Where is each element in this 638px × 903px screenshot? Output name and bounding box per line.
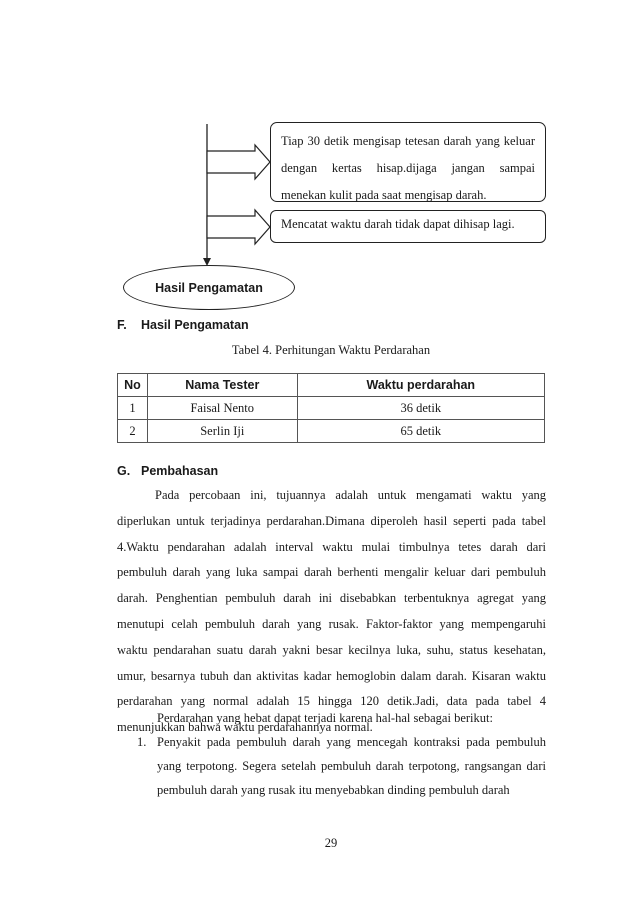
table-header-nama: Nama Tester <box>147 374 297 397</box>
paragraph-perdarahan: Perdarahan yang hebat dapat terjadi karena hal-hal sebagai berikut: <box>157 711 493 725</box>
section-g-letter: G. <box>117 464 131 478</box>
table-row <box>118 397 545 420</box>
flow-step-mengisap <box>270 122 546 202</box>
table-cell-no: 2 <box>118 420 148 443</box>
table-caption: Tabel 4. Perhitungan Waktu Perdarahan <box>231 343 431 357</box>
table-cell-no: 1 <box>118 397 148 420</box>
data-table <box>117 373 545 443</box>
table-header-row <box>118 374 545 397</box>
flow-result-ellipse <box>123 265 295 310</box>
flow-step-mengisap-text: Tiap 30 detik mengisap tetesan darah yang keluar dengan kertas hisap.dijaga jangan sampai menekan kulit pada saat mengisap darah. <box>281 134 535 202</box>
table-header-no: No <box>118 374 148 397</box>
table-header-waktu: Waktu perdarahan <box>297 374 544 397</box>
table-row <box>118 420 545 443</box>
section-g-title: Pembahasan <box>141 464 219 478</box>
table-cell-waktu: 65 detik <box>297 420 544 443</box>
flow-arrow-step2 <box>207 210 270 244</box>
section-heading-g <box>117 464 218 478</box>
table-cell-nama: Faisal Nento <box>147 397 297 420</box>
section-f-title: Hasil Pengamatan <box>141 318 249 332</box>
list-item-text: Penyakit pada pembuluh darah yang mencegah kontraksi pada pembuluh yang terpotong. Segera setelah pembuluh darah terpotong, rangsangan dari pembuluh darah yang rusak itu menyebabkan dinding pembuluh darah <box>157 735 546 797</box>
section-heading-f <box>117 318 249 332</box>
flow-step-mencatat-text: Mencatat waktu darah tidak dapat dihisap lagi. <box>281 217 515 231</box>
table-cell-waktu: 36 detik <box>297 397 544 420</box>
flow-result-text: Hasil Pengamatan <box>155 280 263 295</box>
list-item <box>137 730 546 802</box>
page-number: 29 <box>324 836 338 850</box>
flow-step-mencatat <box>270 210 546 243</box>
table-cell-nama: Serlin Iji <box>147 420 297 443</box>
flow-arrow-step1 <box>207 145 270 179</box>
cause-list <box>137 730 546 802</box>
section-f-letter: F. <box>117 318 127 332</box>
paragraph-pembahasan: Pada percobaan ini, tujuannya adalah untuk mengamati waktu yang diperlukan untuk terjadinya perdarahan.Dimana diperoleh hasil seperti pada tabel 4.Waktu pendarahan adalah interval waktu mulai timbulnya tetes darah dari pembuluh darah yang luka sampai darah berhenti mengalir keluar dari pembuluh darah. Penghentian pembuluh darah ini disebabkan terbentuknya agregat yang menutupi celah pembuluh darah yang rusak. Faktor-faktor yang mempengaruhi waktu pendarahan suatu darah yakni besar kecilnya luka, suhu, status kesehatan, umur, besarnya tubuh dan aktivitas kadar hemoglobin dalam darah. Kisaran waktu perdarahan yang normal adalah 15 hingga 120 detik.Jadi, data pada tabel 4 menunjukkan bahwa waktu perdarahannya normal. <box>117 488 546 735</box>
list-item-number: 1. <box>137 735 147 749</box>
